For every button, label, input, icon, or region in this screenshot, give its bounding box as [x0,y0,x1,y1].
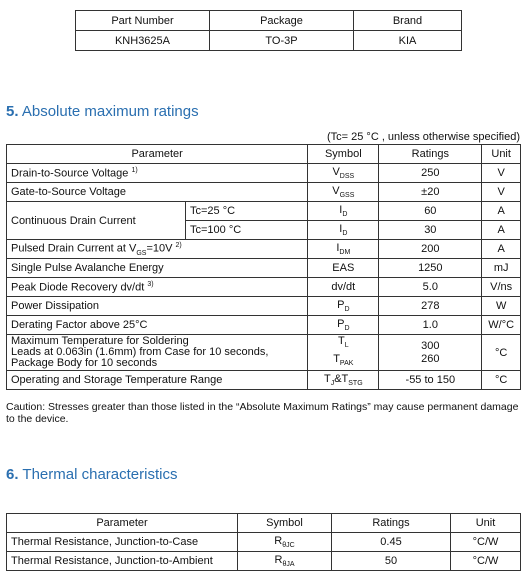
amr-header-symbol: Symbol [308,145,379,164]
param-cell: Power Dissipation [7,297,308,316]
rating-conditions: (Tc= 25 °C , unless otherwise specified) [326,131,520,143]
part-header-package: Package [210,11,354,31]
unit-cell: A [482,221,521,240]
unit-cell: °C/W [451,533,521,552]
thermal-header-unit: Unit [451,514,521,533]
symbol-cell: $P_D$ [308,316,379,335]
caution-note: Caution: Stresses greater than those listed in the “Absolute Maximum Ratings” may cause permanent damage to the device. [6,401,519,425]
symbol-cell: dv/dt [308,278,379,297]
param-cell: Pulsed Drain Current at $V_{GS}=10V$ $^{2)}$ [7,240,308,259]
unit-cell: °C/W [451,552,521,571]
rating-cell: ±20 [379,183,482,202]
unit-cell: V [482,183,521,202]
table-row [7,202,521,221]
package-value: TO-3P [210,31,354,51]
symbol-cell: $I_D$ [308,221,379,240]
symbol-cell: $T_J\&T_{STG}$ [308,371,379,390]
symbol-cell: $V_{GSS}$ [308,183,379,202]
param-cell: Single Pulse Avalanche Energy [7,259,308,278]
table-row [7,371,521,390]
section-6-heading [6,466,177,483]
symbol-cell: $R_{\theta JA}$ [238,552,332,571]
rating-cell: 30 [379,221,482,240]
thermal-header-ratings: Ratings [332,514,451,533]
condition-cell: Tc=100 °C [186,221,308,240]
table-row [7,164,521,183]
table-row [7,335,521,371]
param-cell: Operating and Storage Temperature Range [7,371,308,390]
unit-cell: °C [482,335,521,371]
part-table [75,10,462,51]
part-header-part-number: Part Number [76,11,210,31]
param-cell: Continuous Drain Current [7,202,186,240]
rating-cell: 0.45 [332,533,451,552]
rating-cell: 1250 [379,259,482,278]
rating-cell: 200 [379,240,482,259]
rating-cell: 50 [332,552,451,571]
table-row [7,240,521,259]
section-5-number: 5. [6,103,19,120]
param-cell: Maximum Temperature for Soldering Leads at 0.063in (1.6mm) from Case for 10 seconds, Package Body for 10 seconds [7,335,308,371]
rating-cell: -55 to 150 [379,371,482,390]
symbol-cell: $R_{\theta JC}$ [238,533,332,552]
amr-header-parameter: Parameter [7,145,308,164]
symbol-cell: $I_{DM}$ [308,240,379,259]
symbol-cell: $T_L$ $T_{PAK}$ [308,335,379,371]
rating-cell: 250 [379,164,482,183]
param-cell: Gate-to-Source Voltage [7,183,308,202]
param-cell: Derating Factor above 25°C [7,316,308,335]
table-row [7,183,521,202]
table-row [7,297,521,316]
param-cell: Peak Diode Recovery dv/dt $^{3)}$ [7,278,308,297]
table-row [7,316,521,335]
section-5-heading [6,103,199,120]
condition-cell: Tc=25 °C [186,202,308,221]
unit-cell: W [482,297,521,316]
table-row [7,533,521,552]
table-row [7,259,521,278]
amr-header-ratings: Ratings [379,145,482,164]
param-cell: Drain-to-Source Voltage $^{1)}$ [7,164,308,183]
unit-cell: °C [482,371,521,390]
absolute-max-ratings-table [6,144,521,390]
rating-cell: 60 [379,202,482,221]
unit-cell: A [482,202,521,221]
symbol-cell: $V_{DSS}$ [308,164,379,183]
section-6-title: Thermal characteristics [22,466,178,483]
rating-cell: 278 [379,297,482,316]
rating-cell: 1.0 [379,316,482,335]
unit-cell: W/°C [482,316,521,335]
thermal-table [6,513,521,571]
thermal-header-symbol: Symbol [238,514,332,533]
rating-cell: 5.0 [379,278,482,297]
section-5-title: Absolute maximum ratings [21,103,199,120]
table-row [7,552,521,571]
symbol-cell: $P_D$ [308,297,379,316]
symbol-cell: $I_D$ [308,202,379,221]
unit-cell: V/ns [482,278,521,297]
unit-cell: mJ [482,259,521,278]
param-cell: Thermal Resistance, Junction-to-Ambient [7,552,238,571]
thermal-header-parameter: Parameter [7,514,238,533]
section-6-number: 6. [6,466,19,483]
table-row [7,278,521,297]
symbol-cell: EAS [308,259,379,278]
unit-cell: V [482,164,521,183]
unit-cell: A [482,240,521,259]
param-cell: Thermal Resistance, Junction-to-Case [7,533,238,552]
rating-cell: 300 260 [379,335,482,371]
part-header-brand: Brand [354,11,462,31]
brand-value: KIA [354,31,462,51]
amr-header-unit: Unit [482,145,521,164]
part-number-value: KNH3625A [76,31,210,51]
